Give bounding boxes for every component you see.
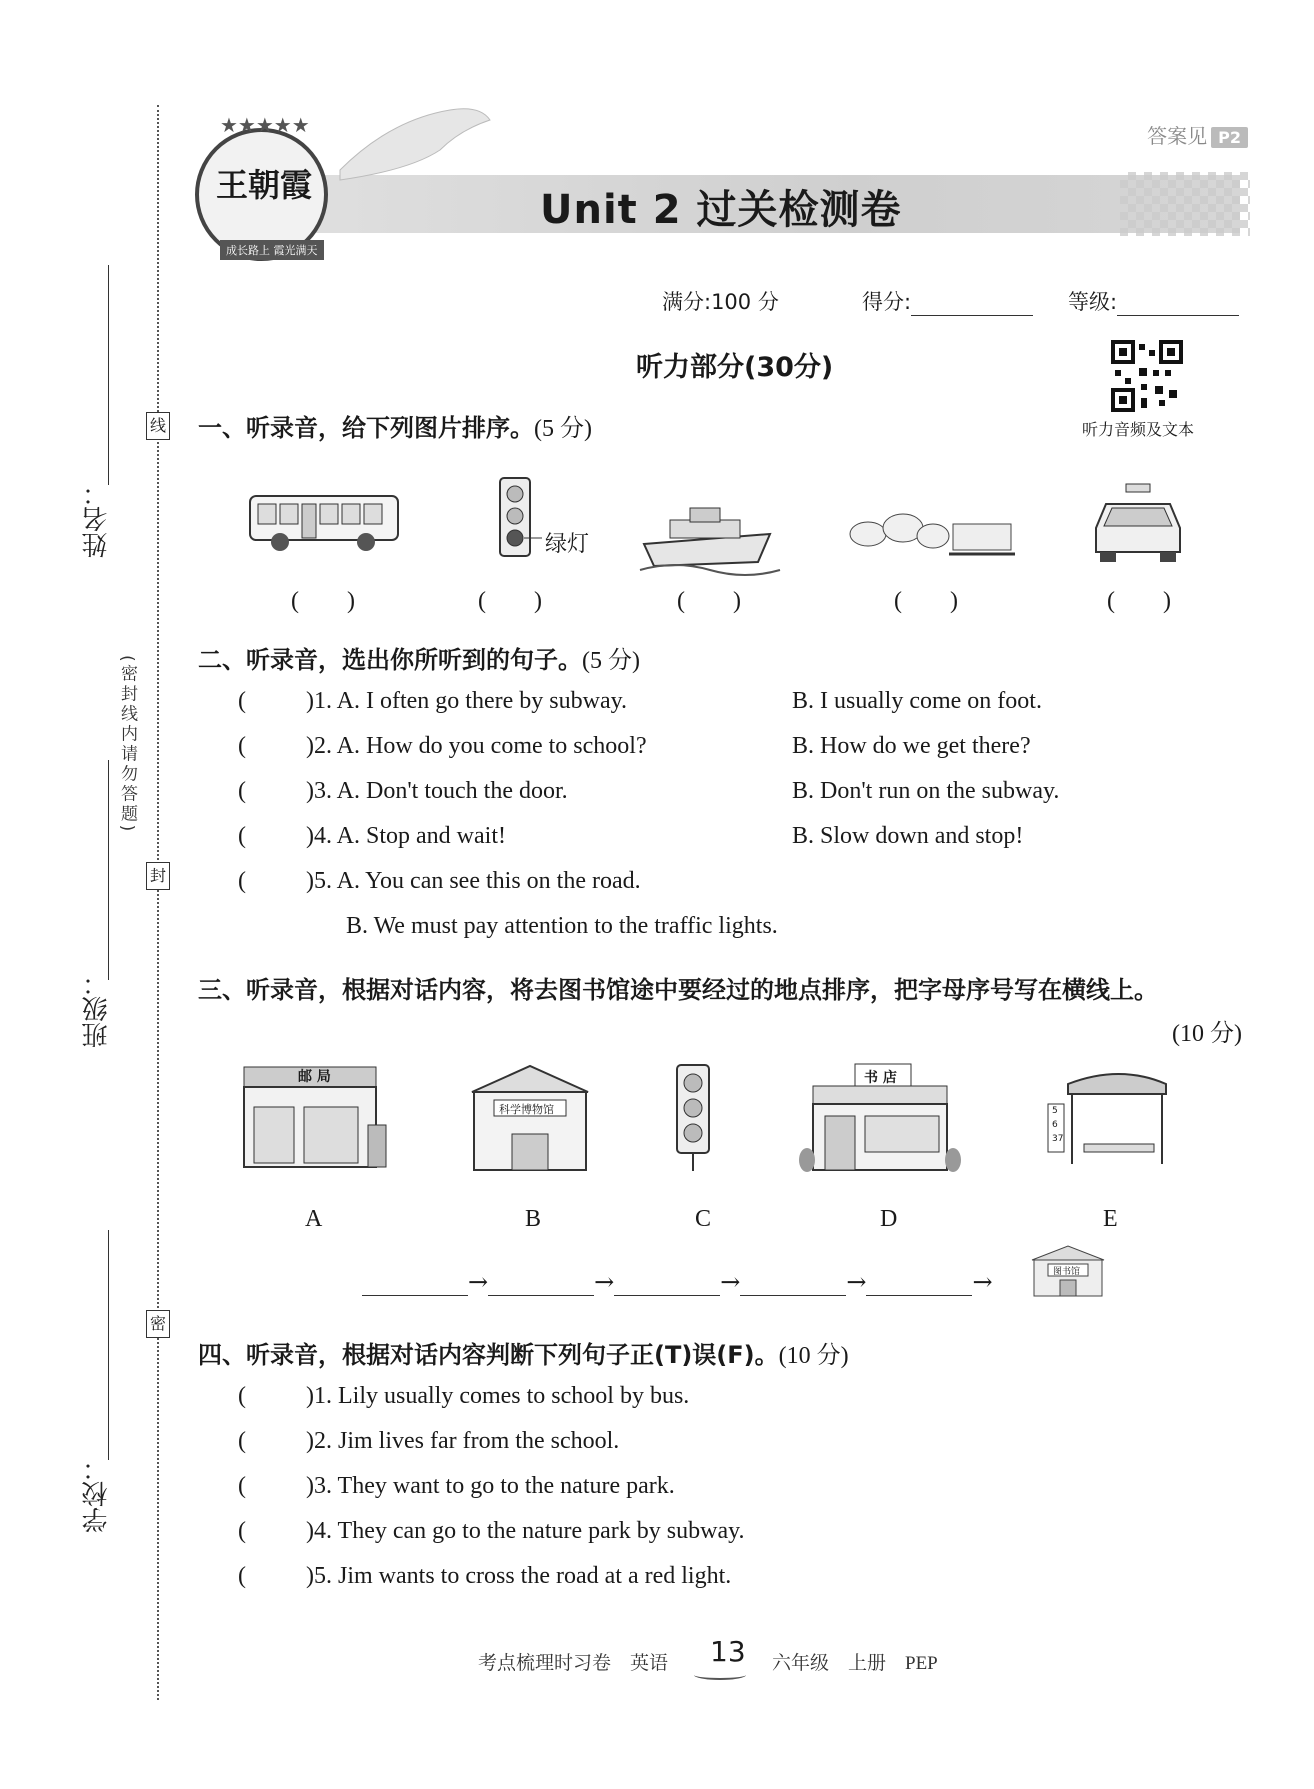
q2-item-2-b: B. How do we get there? <box>792 733 1031 759</box>
seal-notice: (密封线内请勿答题) <box>117 655 137 835</box>
answer-ref-text: 答案见 <box>1147 124 1208 148</box>
ribbon-decoration <box>330 100 500 190</box>
q4-item-2: )2. Jim lives far from the school. <box>306 1428 620 1454</box>
traffic-light-c-icon <box>673 1063 713 1173</box>
grade-field <box>1068 286 1239 316</box>
class-label: 班级： <box>82 970 112 1048</box>
answer-reference <box>1147 120 1248 149</box>
class-blank-line <box>108 760 109 980</box>
order-arrow-1: → <box>468 1268 489 1296</box>
museum-icon <box>468 1064 592 1172</box>
q4-paren-3[interactable]: ( <box>238 1473 246 1499</box>
q4-heading <box>198 1335 849 1370</box>
q1-answer-1[interactable]: ( ) <box>291 588 355 614</box>
q4-item-3: )3. They want to go to the nature park. <box>306 1473 675 1499</box>
q1-answer-5[interactable]: ( ) <box>1107 588 1171 614</box>
q4-heading-text: 四、听录音，根据对话内容判断下列句子正(T)误(F)。 <box>198 1341 779 1369</box>
binding-dotted-line <box>157 105 159 1700</box>
order-blank-1[interactable] <box>362 1295 468 1296</box>
place-letter-b: B <box>525 1206 542 1232</box>
grade-label: 等级: <box>1068 290 1118 314</box>
order-blank-5[interactable] <box>866 1295 972 1296</box>
bus-number-1: 5 <box>1052 1106 1058 1116</box>
q2-item-1-a: )1. A. I often go there by subway. <box>306 688 628 714</box>
q4-points: (10 分) <box>778 1343 849 1369</box>
logo-stars-icon <box>220 112 310 137</box>
q4-paren-2[interactable]: ( <box>238 1428 246 1454</box>
q2-paren-3[interactable]: ( <box>238 778 246 804</box>
bus-icon <box>248 490 403 558</box>
order-blank-2[interactable] <box>488 1295 594 1296</box>
q2-paren-1[interactable]: ( <box>238 688 246 714</box>
qr-caption: 听力音频及文本 <box>1082 420 1195 439</box>
ship-icon <box>640 500 780 575</box>
name-label: 姓名： <box>82 480 112 558</box>
green-light-label: 绿灯 <box>545 532 590 557</box>
banner-checker-pattern <box>1120 172 1250 236</box>
q3-points: (10 分) <box>1172 1021 1242 1047</box>
svg-text:★★★★★: ★★★★★ <box>220 113 310 137</box>
logo-text: 王朝霞 <box>216 166 313 204</box>
score-blank[interactable] <box>911 315 1033 316</box>
bus-numbers <box>1052 1104 1063 1146</box>
bus-number-2: 6 <box>1052 1120 1058 1130</box>
place-letter-a: A <box>305 1206 323 1232</box>
listening-section-title: 听力部分(30分) <box>636 352 834 383</box>
library-sign: 图书馆 <box>1053 1267 1081 1277</box>
q4-item-4: )4. They can go to the nature park by subway. <box>306 1518 745 1544</box>
page-book-icon <box>694 1670 746 1680</box>
full-score: 满分:100 分 <box>662 290 779 314</box>
q1-answer-3[interactable]: ( ) <box>677 588 741 614</box>
name-blank-line <box>108 265 109 485</box>
order-arrow-4: → <box>846 1268 867 1296</box>
page-number: 13 <box>710 1635 746 1668</box>
place-letter-e: E <box>1103 1206 1118 1232</box>
q2-item-3-a: )3. A. Don't touch the door. <box>306 778 568 804</box>
q2-paren-2[interactable]: ( <box>238 733 246 759</box>
place-letter-c: C <box>695 1206 712 1232</box>
order-arrow-5: → <box>972 1268 993 1296</box>
seal-mark-seal: 封 <box>146 862 170 890</box>
q4-paren-5[interactable]: ( <box>238 1563 246 1589</box>
q2-heading <box>198 640 640 675</box>
q4-item-5: )5. Jim wants to cross the road at a red light. <box>306 1563 732 1589</box>
place-letter-d: D <box>880 1206 898 1232</box>
q2-heading-text: 二、听录音，选出你所听到的句子。 <box>198 646 582 674</box>
q2-item-1-b: B. I usually come on foot. <box>792 688 1042 714</box>
page-title: Unit 2 过关检测卷 <box>540 187 902 233</box>
score-field <box>862 286 1033 316</box>
score-label: 得分: <box>862 290 912 314</box>
q4-paren-1[interactable]: ( <box>238 1383 246 1409</box>
q1-answer-2[interactable]: ( ) <box>478 588 542 614</box>
taxi-icon <box>1088 482 1188 564</box>
museum-sign: 科学博物馆 <box>499 1103 554 1116</box>
footer-left: 考点梳理时习卷 英语 <box>478 1653 669 1674</box>
q4-paren-4[interactable]: ( <box>238 1518 246 1544</box>
qr-code-icon[interactable] <box>1111 340 1181 410</box>
q4-item-1: )1. Lily usually comes to school by bus. <box>306 1383 690 1409</box>
bookstore-sign: 书 店 <box>864 1070 897 1086</box>
order-arrow-3: → <box>720 1268 741 1296</box>
post-office-sign: 邮 局 <box>298 1069 331 1085</box>
logo-slogan: 成长路上 霞光满天 <box>220 240 324 260</box>
q2-item-2-a: )2. A. How do you come to school? <box>306 733 647 759</box>
q2-item-4-a: )4. A. Stop and wait! <box>306 823 506 849</box>
q2-item-3-b: B. Don't run on the subway. <box>792 778 1060 804</box>
answer-page-tag: P2 <box>1211 127 1248 148</box>
q2-paren-4[interactable]: ( <box>238 823 246 849</box>
order-arrow-2: → <box>594 1268 615 1296</box>
q1-points: (5 分) <box>534 416 592 442</box>
q2-item-5-b: B. We must pay attention to the traffic lights. <box>346 913 778 939</box>
q1-answer-4[interactable]: ( ) <box>894 588 958 614</box>
q2-points: (5 分) <box>582 648 640 674</box>
q3-heading: 三、听录音，根据对话内容，将去图书馆途中要经过的地点排序，把字母序号写在横线上。 <box>198 976 1158 1004</box>
seal-mark-secret: 密 <box>146 1310 170 1338</box>
grade-blank[interactable] <box>1117 315 1239 316</box>
order-blank-4[interactable] <box>740 1295 846 1296</box>
q2-item-5-a: )5. A. You can see this on the road. <box>306 868 641 894</box>
q1-heading <box>198 408 592 443</box>
q2-paren-5[interactable]: ( <box>238 868 246 894</box>
bus-number-3: 37 <box>1052 1134 1064 1144</box>
footer-right: 六年级 上册 PEP <box>772 1653 938 1674</box>
q1-heading-text: 一、听录音，给下列图片排序。 <box>198 414 534 442</box>
school-blank-line <box>108 1230 109 1460</box>
order-chain <box>362 1268 993 1296</box>
sled-icon <box>843 498 1018 568</box>
school-label: 学校： <box>82 1455 112 1533</box>
q2-item-4-b: B. Slow down and stop! <box>792 823 1024 849</box>
order-blank-3[interactable] <box>614 1295 720 1296</box>
seal-mark-line: 线 <box>146 412 170 440</box>
